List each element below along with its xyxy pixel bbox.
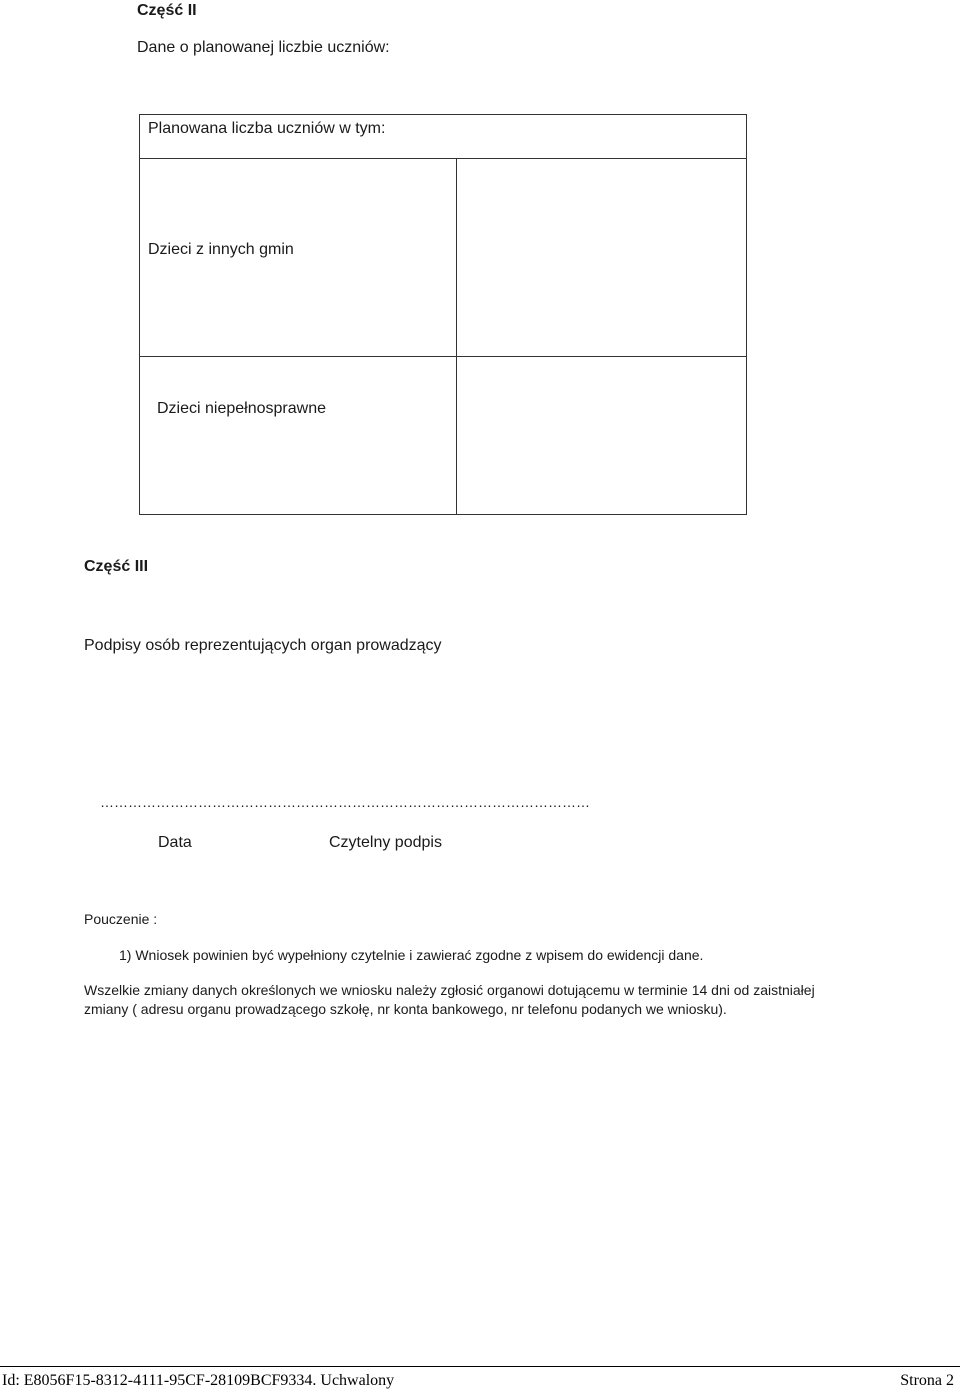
- notice-paragraph-line-1: Wszelkie zmiany danych określonych we wniosku należy zgłosić organowi dotującemu w terminie 14 dni od zaistniałej: [84, 982, 815, 998]
- table-header-label: Planowana liczba uczniów w tym:: [148, 120, 386, 137]
- notice-title: Pouczenie :: [84, 911, 158, 927]
- value-cell-other-municipalities[interactable]: [458, 159, 746, 356]
- part3-heading: Część III: [84, 558, 149, 575]
- students-table: [139, 114, 747, 515]
- table-header-row: [140, 115, 746, 159]
- notice-paragraph-line-2: zmiany ( adresu organu prowadzącego szkołę, nr konta bankowego, nr telefonu podanych we wniosku).: [84, 1001, 727, 1017]
- part2-heading: Część II: [137, 2, 197, 19]
- footer-document-id: Id: E8056F15-8312-4111-95CF-28109BCF9334. Uchwalony: [2, 1372, 395, 1389]
- part2-subtitle: Dane o planowanej liczbie uczniów:: [137, 39, 390, 56]
- column-divider: [456, 357, 457, 514]
- part3-subtitle: Podpisy osób reprezentujących organ prowadzący: [84, 637, 442, 654]
- table-row-disabled-children: [140, 357, 746, 514]
- footer-page-number: Strona 2: [900, 1372, 954, 1389]
- value-cell-disabled-children[interactable]: [458, 357, 746, 514]
- signature-dotted-line: ……………………………………………………………………………………………: [100, 794, 590, 810]
- signature-label: Czytelny podpis: [329, 834, 442, 851]
- row-label-disabled-children: Dzieci niepełnosprawne: [157, 400, 326, 417]
- date-label: Data: [158, 834, 192, 851]
- footer-divider: [0, 1366, 960, 1367]
- table-row-other-municipalities: [140, 159, 746, 357]
- row-label-other-municipalities: Dzieci z innych gmin: [148, 241, 294, 258]
- column-divider: [456, 159, 457, 356]
- notice-item-1: 1) Wniosek powinien być wypełniony czytelnie i zawierać zgodne z wpisem do ewidencji dane.: [119, 947, 704, 963]
